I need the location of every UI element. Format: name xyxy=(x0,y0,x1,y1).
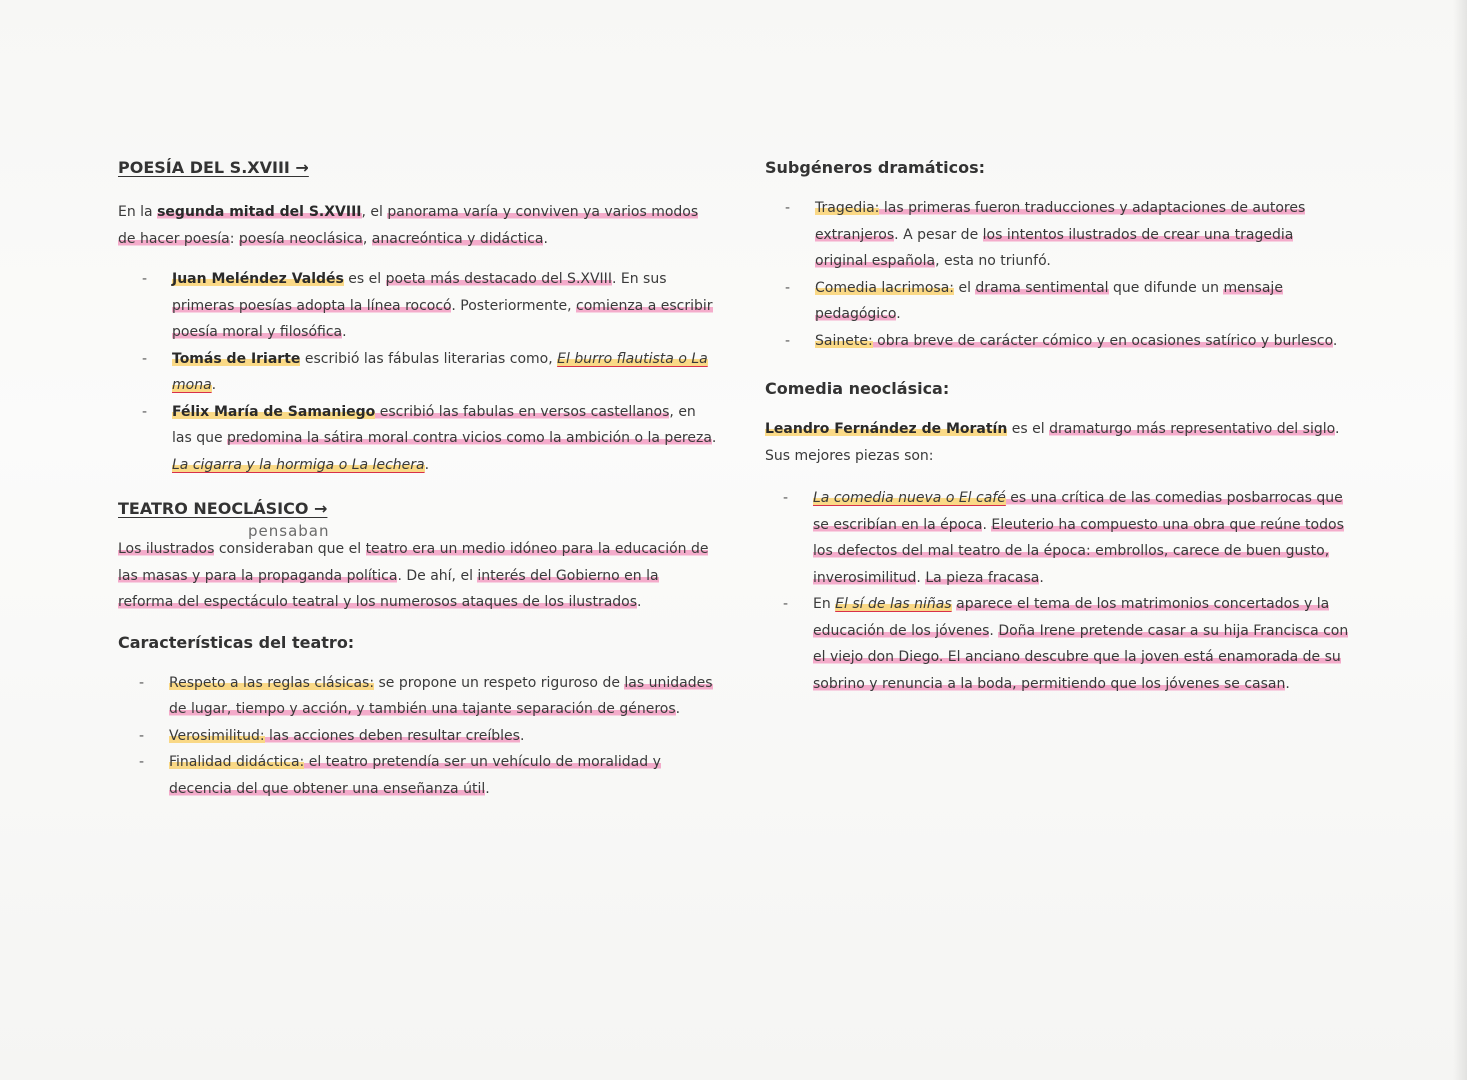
text: , en las que xyxy=(172,403,696,446)
text: . xyxy=(342,324,347,340)
teatro-title: TEATRO NEOCLÁSICO → xyxy=(118,499,328,518)
highlight: dramaturgo más representativo del siglo xyxy=(1049,421,1335,437)
text: . xyxy=(896,306,901,322)
highlight: de las comedias posbarrocas que se escribían en la época xyxy=(813,490,1343,533)
work-title: La comedia nueva o El café xyxy=(813,490,1006,506)
text: . xyxy=(637,594,642,610)
text: , esta no triunfó. xyxy=(935,253,1051,269)
text: . xyxy=(485,780,490,797)
list-item xyxy=(172,266,718,346)
text: : xyxy=(229,230,239,247)
highlight: las primeras fueron traducciones y adaptaciones de autores extranjeros xyxy=(815,200,1306,243)
poesia-intro xyxy=(118,199,718,252)
highlight: Doña Irene pretende casar a su hija Francisca con el viejo don Diego. El anciano descubre que la joven está enamorada de su sobrino y renuncia a la boda, permitiendo que los jóvenes se casan xyxy=(813,622,1349,692)
author-name: Félix María de Samaniego xyxy=(172,403,376,420)
list-item xyxy=(815,328,1350,355)
comedia-title: Comedia neoclásica: xyxy=(765,379,950,398)
list-item xyxy=(172,399,718,479)
author-name: Tomás de Iriarte xyxy=(172,350,301,367)
caracteristicas-title: Características del teatro: xyxy=(118,632,355,652)
text: . xyxy=(424,456,430,473)
text: . A pesar de xyxy=(894,226,983,243)
teatro-paragraph xyxy=(118,536,718,616)
text: es el xyxy=(343,271,386,287)
highlight: las acciones deben resultar creíbles xyxy=(264,727,520,744)
text: . De ahí, el xyxy=(397,567,478,584)
text: . En sus xyxy=(611,271,667,287)
text: escribió las fábulas literarias como, xyxy=(300,350,558,367)
handwritten-note: pensaban xyxy=(248,522,330,540)
left-column xyxy=(118,155,718,802)
list-item xyxy=(169,670,718,723)
text: . xyxy=(211,377,217,393)
list-item xyxy=(169,723,718,750)
list-item xyxy=(172,346,718,399)
text: . xyxy=(982,516,992,533)
paper-edge xyxy=(1453,0,1467,1080)
text: En la xyxy=(118,204,158,220)
work-title: El burro flautista o La mona xyxy=(172,350,708,393)
highlight: predomina la sátira moral contra vicios como la ambición o la pereza xyxy=(227,430,712,446)
highlight: aparece el tema de los matrimonios concertados y la educación de los jóvenes xyxy=(813,596,1330,639)
highlight: es una crítica xyxy=(1005,490,1105,506)
text: . xyxy=(711,430,717,446)
text: , el xyxy=(361,204,388,220)
teatro-body xyxy=(118,522,718,616)
highlight: segunda mitad del S.XVIII xyxy=(157,204,362,220)
work-title: La cigarra y la hormiga o La lechera xyxy=(172,456,425,473)
teatro-section xyxy=(118,496,718,616)
list-item xyxy=(813,485,1350,591)
list-item xyxy=(169,749,718,802)
text: . xyxy=(1285,675,1290,692)
text: es el xyxy=(1007,421,1050,437)
highlight: teatro era un medio idóneo para la educación de las masas y para la propaganda política xyxy=(118,541,709,584)
text: el xyxy=(954,279,976,296)
item-lead: Finalidad didáctica: xyxy=(169,754,305,770)
text: se propone un respeto riguroso de xyxy=(374,674,625,691)
highlight: poeta más destacado del S.XVIII xyxy=(385,271,612,287)
text: . xyxy=(1039,569,1044,586)
text: . Sus mejores piezas son: xyxy=(765,421,1340,464)
list-item xyxy=(815,195,1350,275)
list-item xyxy=(813,591,1350,697)
highlight: drama sentimental xyxy=(975,279,1109,296)
highlight: escribió las fabulas en versos castellanos xyxy=(375,403,670,420)
author-name: Leandro Fernández de Moratín xyxy=(765,421,1008,437)
highlight: Eleuterio ha compuesto una obra que reúne todos los defectos del mal teatro de la época: embrollos, carece de buen gusto, inverosimilitud xyxy=(813,516,1344,586)
highlight: Los ilustrados xyxy=(118,541,215,557)
text: . xyxy=(1332,332,1338,349)
caracteristicas-list xyxy=(118,670,718,803)
highlight: obra breve de carácter cómico y en ocasiones satírico y burlesco xyxy=(872,332,1333,349)
subgeneros-list xyxy=(765,195,1350,354)
text: . Posteriormente, xyxy=(451,297,577,314)
highlight: el teatro pretendía ser un vehículo de moralidad y decencia del que obtener una enseñanza útil xyxy=(169,754,661,797)
author-name: Juan Meléndez Valdés xyxy=(172,271,344,287)
highlight: las unidades de lugar, tiempo y acción, y también una tajante separación de géneros xyxy=(169,674,713,717)
text: En xyxy=(813,596,836,612)
highlight: primeras poesías adopta la línea rococó xyxy=(172,297,452,314)
item-lead: Comedia lacrimosa: xyxy=(815,279,955,296)
work-title: El sí de las niñas xyxy=(835,596,952,612)
comedia-paragraph xyxy=(765,416,1350,469)
text: . xyxy=(543,230,548,247)
text: . xyxy=(916,569,926,586)
text: que difunde un xyxy=(1108,279,1224,296)
highlight: mensaje pedagógico xyxy=(815,279,1283,322)
highlight: panorama varía y conviven ya varios modos de hacer poesía xyxy=(118,204,699,247)
item-lead: Tragedia: xyxy=(815,200,880,216)
highlight: comienza a escribir poesía moral y filosófica xyxy=(172,297,713,340)
text: . xyxy=(989,622,999,639)
highlight: anacreóntica y didáctica xyxy=(371,230,544,247)
text: . xyxy=(519,727,525,744)
obras-list xyxy=(765,485,1350,697)
text: , xyxy=(362,230,372,247)
item-lead: Sainete: xyxy=(815,332,873,349)
text: . xyxy=(675,701,681,717)
highlight: interés del Gobierno en la reforma del espectáculo teatral y los numerosos ataques de los ilustrados xyxy=(118,567,659,610)
poesia-title: POESÍA DEL S.XVIII → xyxy=(118,158,309,177)
poetas-list xyxy=(118,266,718,478)
subgeneros-title: Subgéneros dramáticos: xyxy=(765,158,986,177)
highlight: La pieza fracasa xyxy=(925,569,1040,586)
highlight: poesía neoclásica xyxy=(238,230,363,247)
text: consideraban que el xyxy=(214,541,366,557)
right-column xyxy=(765,155,1350,697)
item-lead: Verosimilitud: xyxy=(169,727,265,744)
highlight: los intentos ilustrados de crear una tragedia original española xyxy=(815,226,1294,269)
list-item xyxy=(815,275,1350,328)
item-lead: Respeto a las reglas clásicas: xyxy=(169,674,375,691)
